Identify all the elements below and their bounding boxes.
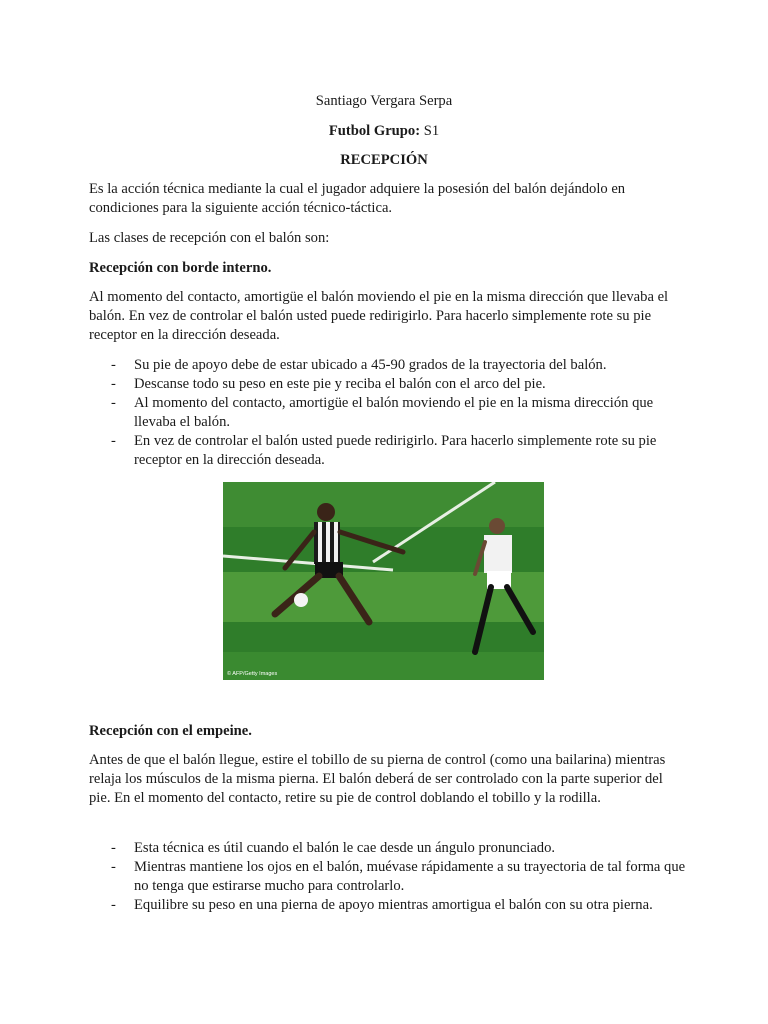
bullet-marker: -	[111, 859, 116, 875]
group-value: S1	[423, 123, 440, 139]
list-item	[89, 858, 689, 896]
football-photo	[223, 482, 544, 680]
page-title: RECEPCIÓN	[340, 152, 428, 168]
list-item-text: Al momento del contacto, amortigüe el balón moviendo el pie en la misma dirección que llevaba el balón.	[134, 395, 654, 430]
bullet-marker: -	[111, 376, 116, 392]
instep-paragraph: Antes de que el balón llegue, estire el tobillo de su pierna de control (como una bailarina) mientras relaja los músculos de la misma pierna. El balón deberá de ser controlado con la parte superior del pie. En el momento del contacto, retire su pie de control doblando el tobillo y la rodilla.	[89, 752, 666, 806]
football-photo-illustration	[223, 482, 544, 680]
list-item-text: En vez de controlar el balón usted puede redirigirlo. Para hacerlo simplemente rote su pie receptor en la dirección deseada.	[134, 433, 657, 468]
instep-bullet-list	[89, 839, 689, 915]
section-heading-instep: Recepción con el empeine.	[89, 723, 252, 739]
list-item	[89, 896, 689, 915]
bullet-marker: -	[111, 395, 116, 411]
group-label: Futbol Grupo:	[328, 123, 421, 139]
section-heading-inner-edge: Recepción con borde interno.	[89, 260, 272, 276]
list-item-text: Su pie de apoyo debe de estar ubicado a 45-90 grados de la trayectoria del balón.	[134, 357, 607, 373]
bullet-marker: -	[111, 357, 116, 373]
list-item	[89, 432, 689, 470]
bullet-marker: -	[111, 897, 116, 913]
photo-credit: © AFP/Getty Images	[227, 671, 278, 677]
inner-edge-paragraph: Al momento del contacto, amortigüe el balón moviendo el pie en la misma dirección que llevaba el balón. En vez de controlar el balón usted puede redirigirlo. Para hacerlo simplemente rote su pie receptor en la dirección deseada.	[89, 289, 669, 343]
list-item	[89, 356, 689, 375]
bullet-marker: -	[111, 433, 116, 449]
author-name: Santiago Vergara Serpa	[315, 93, 453, 109]
inner-edge-bullet-list	[89, 356, 689, 470]
list-item	[89, 839, 689, 858]
list-item-text: Descanse todo su peso en este pie y reciba el balón con el arco del pie.	[134, 376, 546, 392]
list-item-text: Esta técnica es útil cuando el balón le cae desde un ángulo pronunciado.	[134, 840, 556, 856]
bullet-marker: -	[111, 840, 116, 856]
list-item-text: Equilibre su peso en una pierna de apoyo mientras amortigua el balón con su otra pierna.	[134, 897, 653, 913]
list-item	[89, 375, 689, 394]
classes-intro: Las clases de recepción con el balón son:	[89, 230, 330, 246]
list-item-text: Mientras mantiene los ojos en el balón, muévase rápidamente a su trayectoria de tal forma que no tenga que estirarse mucho para controlarlo.	[134, 859, 686, 894]
definition-paragraph: Es la acción técnica mediante la cual el jugador adquiere la posesión del balón dejándolo en condiciones para la siguiente acción técnico-táctica.	[89, 181, 626, 216]
group-line	[0, 122, 768, 141]
list-item	[89, 394, 689, 432]
